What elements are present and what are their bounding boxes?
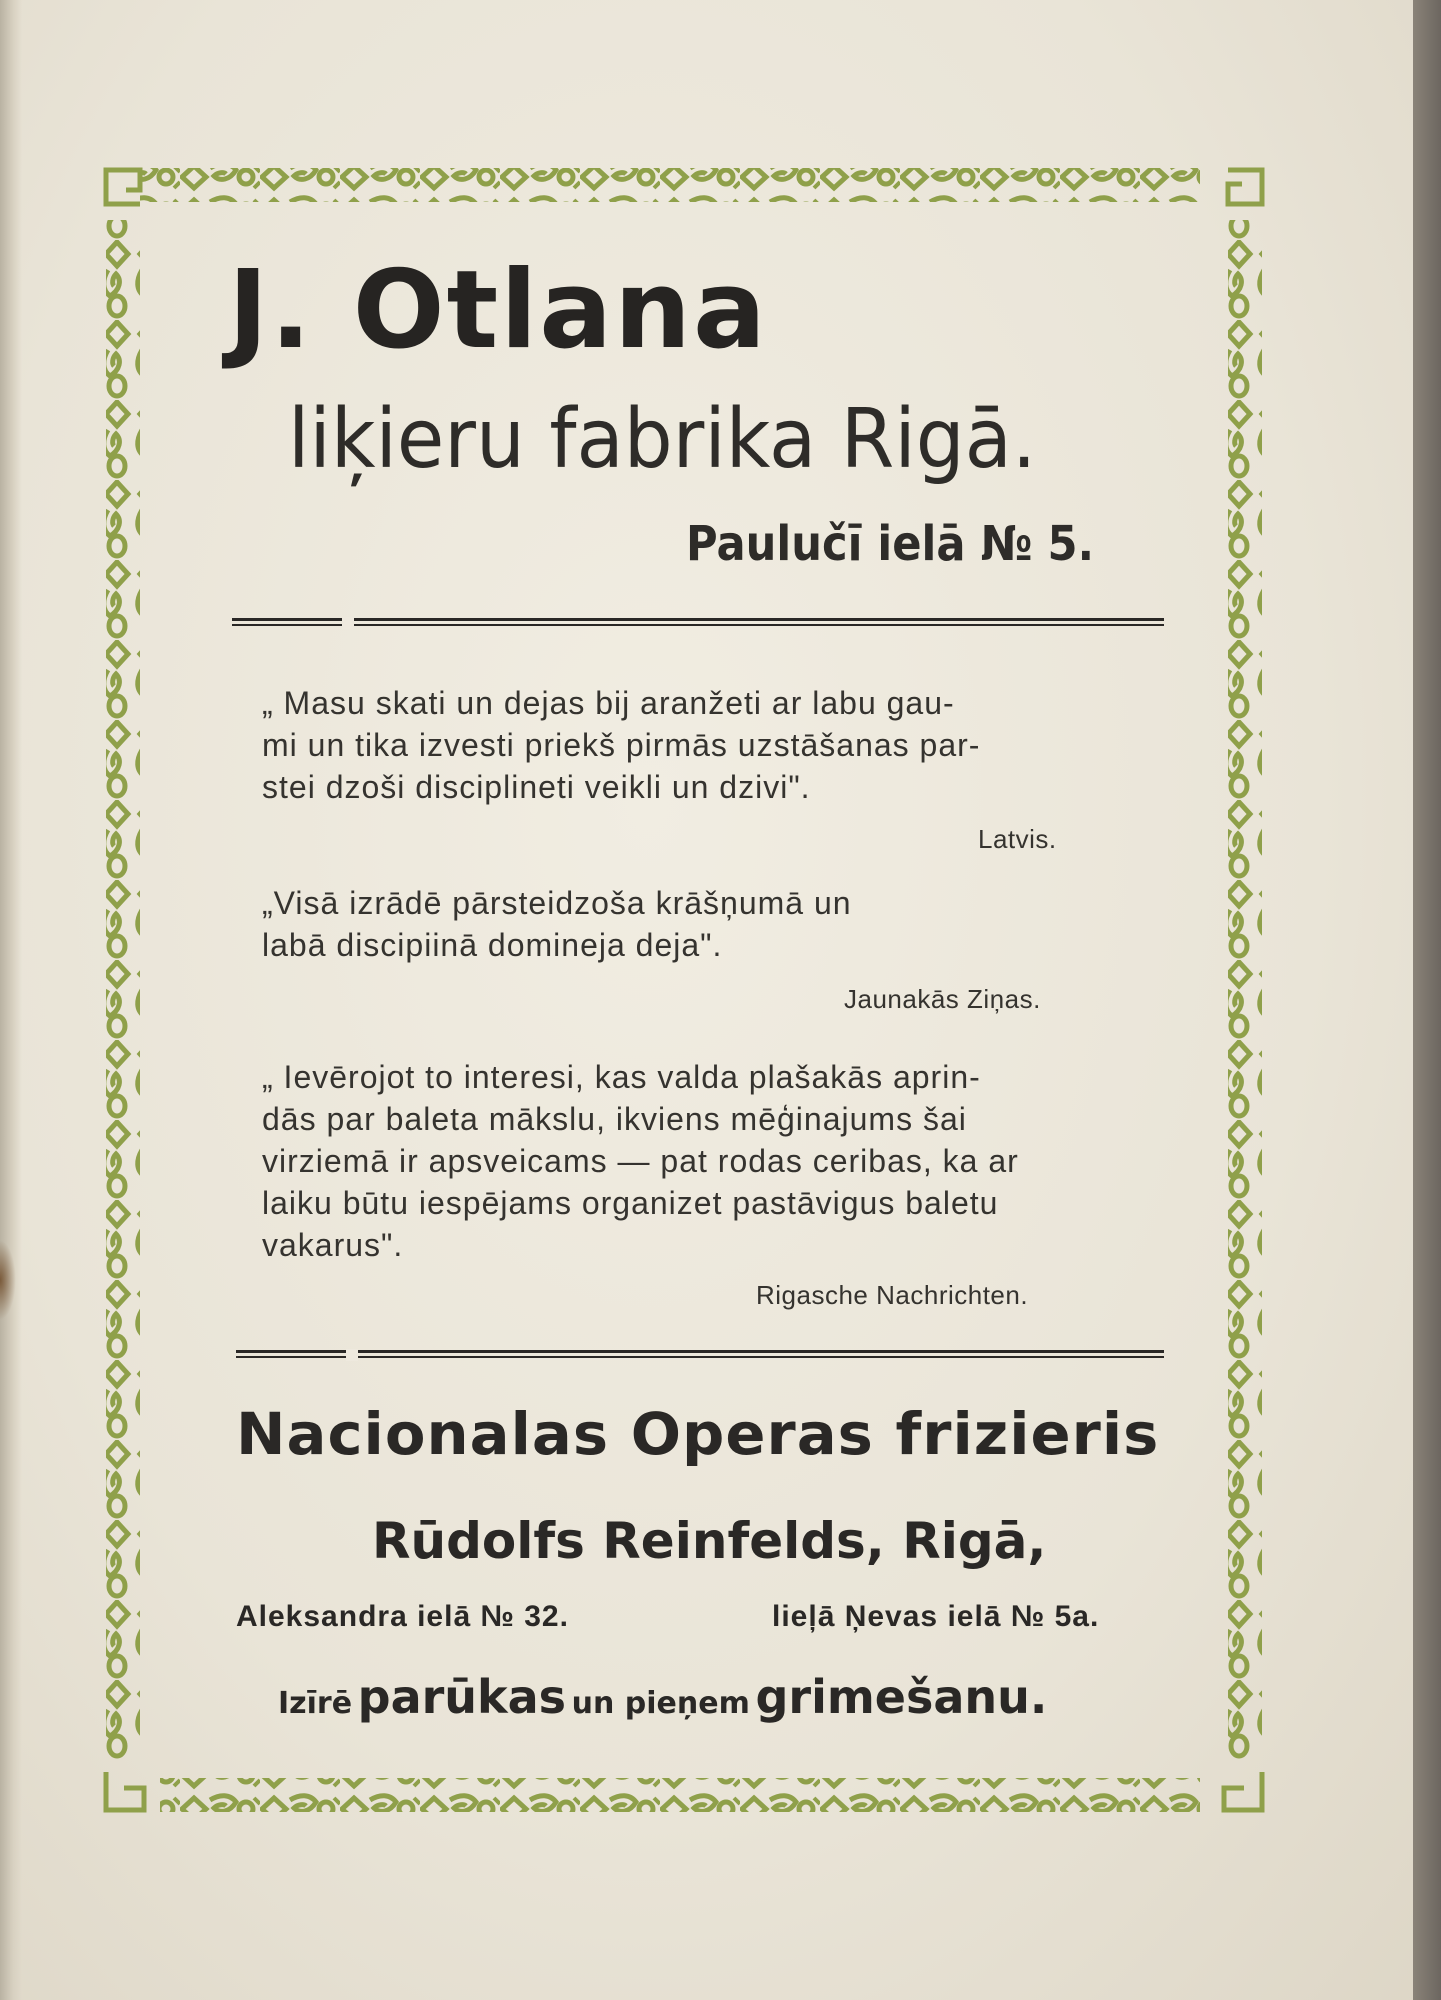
- review-line: dās par baleta mākslu, ikviens mēģinajums šai: [262, 1101, 967, 1137]
- book-spine: [0, 0, 22, 2000]
- advert-offer-part: un pieņem: [571, 1686, 750, 1721]
- review-quote: [262, 1056, 1142, 1266]
- review-source: Rigasche Nachrichten.: [756, 1280, 1029, 1310]
- review-line: „ Masu skati un dejas bij aranžeti ar labu gau-: [262, 685, 955, 721]
- review-source: Latvis.: [978, 824, 1057, 854]
- review-line: virziemā ir apsveicams — pat rodas ceribas, ka ar: [262, 1143, 1019, 1179]
- review-line: laiku būtu iespējams organizet pastāvigus baletu: [262, 1185, 999, 1221]
- advert-offer-part: parūkas: [357, 1670, 567, 1724]
- advert-address-2: lieļā Ņevas ielā № 5a.: [772, 1600, 1100, 1633]
- advert-offer-part: Izīrē: [278, 1686, 353, 1721]
- review-source: Jaunakās Ziņas.: [844, 984, 1041, 1014]
- advert-offer: [278, 1670, 1047, 1724]
- review-quote: [262, 682, 1142, 808]
- review-line: labā discipiinā domineja deja".: [262, 927, 723, 963]
- review-line: „Visā izrādē pārsteidzoša krāšņumā un: [262, 885, 852, 921]
- review-line: vakarus".: [262, 1227, 404, 1263]
- review-quote: [262, 882, 1142, 966]
- page-edge: [1413, 0, 1441, 2000]
- paper-stain: [0, 1240, 16, 1320]
- factory-address: Paulučī ielā № 5.: [686, 516, 1095, 572]
- review-line: mi un tika izvesti priekš pirmās uzstāšanas par-: [262, 727, 981, 763]
- divider-rule: [236, 1350, 1164, 1360]
- advert-offer-part: grimešanu.: [755, 1670, 1048, 1724]
- review-line: „ Ievērojot to interesi, kas valda plašakās aprin-: [262, 1059, 981, 1095]
- page-subtitle: liķieru fabrika Rigā.: [288, 392, 1037, 487]
- advert-name: Rūdolfs Reinfelds, Rigā,: [372, 1512, 1047, 1570]
- advert-address-1: Aleksandra ielā № 32.: [236, 1600, 569, 1633]
- page-title: J. Otlana: [228, 248, 768, 373]
- review-line: stei dzoši disciplineti veikli un dzivi".: [262, 769, 811, 805]
- divider-rule: [232, 618, 1164, 628]
- advert-title: Nacionalas Operas frizieris: [236, 1400, 1160, 1468]
